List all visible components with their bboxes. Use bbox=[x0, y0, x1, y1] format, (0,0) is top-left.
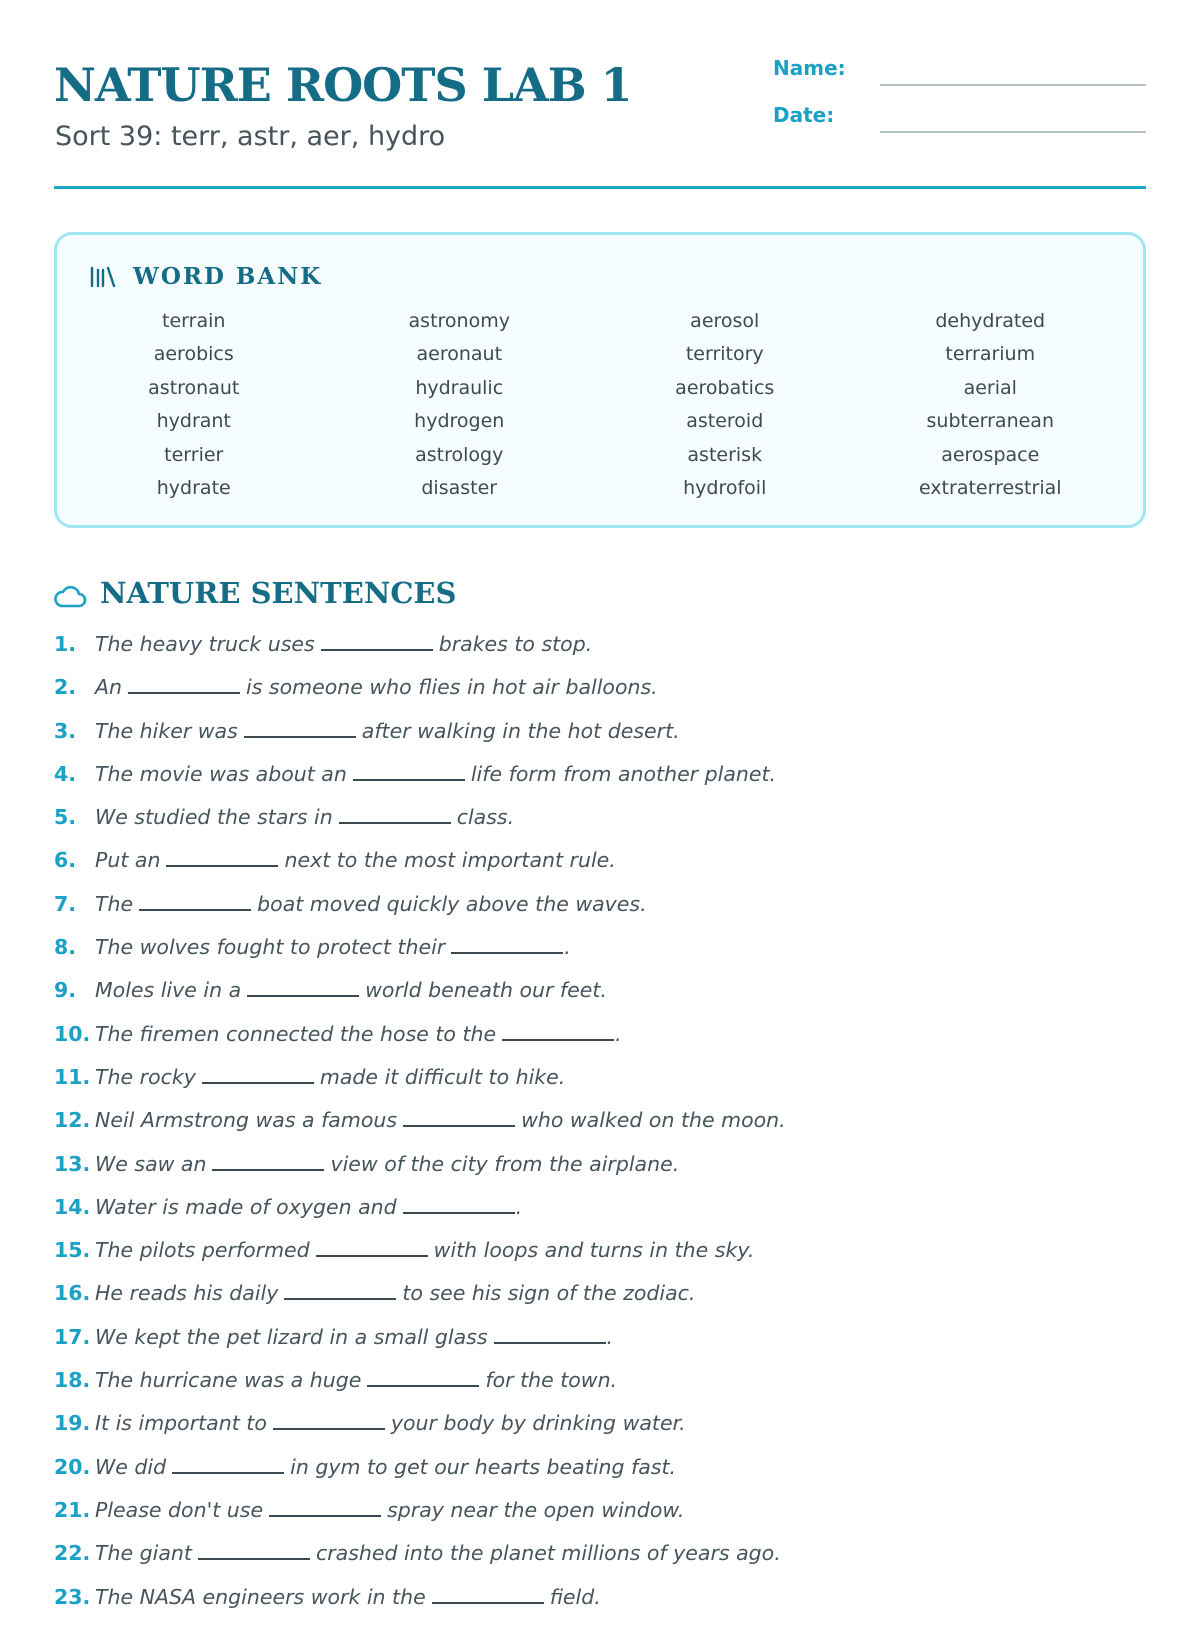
sentence-text-before: The movie was about an bbox=[95, 761, 347, 786]
sentence-text-before: The hiker was bbox=[95, 718, 238, 743]
sentence-number: 15. bbox=[54, 1238, 91, 1263]
name-label: Name: bbox=[773, 56, 846, 80]
answer-blank[interactable] bbox=[494, 1342, 606, 1344]
sentence-text-before: The firemen connected the hose to the bbox=[95, 1021, 497, 1046]
sentence-item bbox=[54, 1455, 1146, 1498]
sentence-text-before: An bbox=[95, 675, 123, 700]
sentence-text-before: The hurricane was a huge bbox=[95, 1368, 362, 1393]
sentence-text-before: Water is made of oxygen and bbox=[95, 1194, 397, 1219]
sentence-number: 8. bbox=[54, 935, 77, 960]
sentence-text-before: We studied the stars in bbox=[95, 805, 333, 830]
sentence-item bbox=[54, 978, 1146, 1021]
word-bank-word: asterisk bbox=[687, 443, 763, 466]
sentence-text-before: Put an bbox=[95, 848, 161, 873]
word-bank-word: territory bbox=[685, 343, 764, 366]
word-bank-word: hydraulic bbox=[415, 376, 504, 399]
answer-blank[interactable] bbox=[321, 649, 433, 651]
sentence-item bbox=[54, 1022, 1146, 1065]
answer-blank[interactable] bbox=[367, 1385, 479, 1387]
sentence-text-before: The pilots performed bbox=[95, 1238, 310, 1263]
answer-blank[interactable] bbox=[198, 1558, 310, 1560]
word-bank-title: WORD BANK bbox=[133, 263, 323, 290]
word-bank-word: astronaut bbox=[148, 376, 240, 399]
sentence-text-before: He reads his daily bbox=[95, 1281, 279, 1306]
word-bank-word: aerospace bbox=[941, 443, 1040, 466]
word-bank-panel bbox=[54, 232, 1146, 528]
sentence-text-after: made it difficult to hike. bbox=[319, 1064, 566, 1089]
word-bank-word: disaster bbox=[421, 476, 498, 499]
sentence-item bbox=[54, 762, 1146, 805]
answer-blank[interactable] bbox=[128, 692, 240, 694]
sentence-item bbox=[54, 892, 1146, 935]
date-field[interactable] bbox=[880, 131, 1146, 133]
sentence-item bbox=[54, 1585, 1146, 1628]
sentence-text-after: who walked on the moon. bbox=[521, 1108, 786, 1133]
sentence-text-before: We saw an bbox=[95, 1151, 207, 1176]
sentence-item bbox=[54, 1498, 1146, 1541]
sentence-number: 18. bbox=[54, 1368, 91, 1393]
sentence-number: 12. bbox=[54, 1108, 91, 1133]
answer-blank[interactable] bbox=[269, 1515, 381, 1517]
sentence-text-after: world beneath our feet. bbox=[365, 978, 607, 1003]
word-bank-word: aerobics bbox=[153, 343, 234, 366]
page-subtitle: Sort 39: terr, astr, aer, hydro bbox=[55, 121, 446, 152]
word-bank-word: aeronaut bbox=[416, 343, 503, 366]
section-title: NATURE SENTENCES bbox=[100, 576, 457, 610]
sentence-text-after: . bbox=[606, 1324, 614, 1349]
sentence-text-after: your body by drinking water. bbox=[390, 1411, 686, 1436]
word-bank-word: asteroid bbox=[686, 410, 764, 433]
answer-blank[interactable] bbox=[172, 1472, 284, 1474]
sentence-text-after: with loops and turns in the sky. bbox=[433, 1238, 755, 1263]
sentence-text-after: boat moved quickly above the waves. bbox=[257, 891, 647, 916]
word-bank-word: hydrogen bbox=[414, 410, 505, 433]
sentence-item bbox=[54, 1368, 1146, 1411]
sentence-number: 7. bbox=[54, 891, 77, 916]
answer-blank[interactable] bbox=[244, 736, 356, 738]
sentence-text-after: is someone who flies in hot air balloons. bbox=[246, 675, 658, 700]
sentence-text-after: crashed into the planet millions of years ago. bbox=[315, 1541, 781, 1566]
sentence-item bbox=[54, 675, 1146, 718]
sentence-text-before: Please don't use bbox=[95, 1497, 264, 1522]
sentence-text-after: class. bbox=[456, 805, 515, 830]
sentence-text-after: for the town. bbox=[485, 1368, 618, 1393]
sentence-number: 1. bbox=[54, 632, 77, 656]
answer-blank[interactable] bbox=[502, 1039, 614, 1041]
sentence-text-before: We did bbox=[95, 1454, 167, 1479]
sentence-text-before: We kept the pet lizard in a small glass bbox=[95, 1324, 488, 1349]
answer-blank[interactable] bbox=[432, 1602, 544, 1604]
sentence-text-before: The rocky bbox=[95, 1064, 196, 1089]
sentence-text-before: The NASA engineers work in the bbox=[95, 1584, 426, 1609]
sentence-item bbox=[54, 848, 1146, 891]
sentence-text-after: brakes to stop. bbox=[438, 632, 593, 656]
word-bank-word: hydrant bbox=[156, 410, 231, 433]
sentence-text-before: The giant bbox=[95, 1541, 192, 1566]
sentence-number: 5. bbox=[54, 805, 77, 830]
sentence-text-after: . bbox=[564, 935, 571, 960]
cloud-icon bbox=[53, 584, 87, 610]
sentence-number: 23. bbox=[54, 1584, 91, 1609]
sentence-number: 17. bbox=[54, 1324, 91, 1349]
sentence-item bbox=[54, 719, 1146, 762]
sentence-number: 13. bbox=[54, 1151, 91, 1176]
answer-blank[interactable] bbox=[284, 1298, 396, 1300]
sentence-text-before: Neil Armstrong was a famous bbox=[95, 1108, 398, 1133]
sentence-item bbox=[54, 1195, 1146, 1238]
sentence-item bbox=[54, 1108, 1146, 1151]
word-bank-word: aerobatics bbox=[675, 376, 775, 399]
word-bank-word: astronomy bbox=[408, 310, 510, 332]
sentence-number: 6. bbox=[54, 848, 77, 873]
answer-blank[interactable] bbox=[403, 1125, 515, 1127]
sentence-item bbox=[54, 1238, 1146, 1281]
sentence-number: 21. bbox=[54, 1497, 91, 1522]
answer-blank[interactable] bbox=[451, 952, 563, 954]
word-bank-word: hydrate bbox=[156, 476, 231, 499]
answer-blank[interactable] bbox=[339, 822, 451, 824]
answer-blank[interactable] bbox=[212, 1169, 324, 1171]
sentence-text-after: life form from another planet. bbox=[470, 761, 777, 786]
answer-blank[interactable] bbox=[247, 995, 359, 997]
sentence-item bbox=[54, 1325, 1146, 1368]
sentence-text-after: in gym to get our hearts beating fast. bbox=[290, 1454, 677, 1479]
sentence-number: 20. bbox=[54, 1454, 91, 1479]
sentence-item bbox=[54, 1281, 1146, 1324]
sentence-item bbox=[54, 1541, 1146, 1584]
word-bank-word: subterranean bbox=[926, 410, 1054, 433]
word-bank-word: dehydrated bbox=[935, 310, 1046, 332]
word-bank-word: aerosol bbox=[690, 310, 760, 332]
answer-blank[interactable] bbox=[202, 1082, 314, 1084]
sentence-number: 14. bbox=[54, 1194, 91, 1219]
sentence-item bbox=[54, 935, 1146, 978]
sentence-text-after: to see his sign of the zodiac. bbox=[402, 1281, 696, 1306]
sentence-number: 10. bbox=[54, 1021, 91, 1046]
sentence-text-before: The wolves fought to protect their bbox=[95, 935, 446, 960]
sentence-list bbox=[54, 632, 1146, 1628]
date-label: Date: bbox=[773, 103, 835, 127]
sentence-text-after: view of the city from the airplane. bbox=[330, 1151, 680, 1176]
word-bank-word: aerial bbox=[963, 376, 1017, 399]
sentence-item bbox=[54, 1065, 1146, 1108]
sentence-number: 11. bbox=[54, 1064, 91, 1089]
sentence-text-before: It is important to bbox=[95, 1411, 267, 1436]
header-divider bbox=[54, 186, 1146, 189]
sentence-text-after: next to the most important rule. bbox=[284, 848, 616, 873]
sentence-item bbox=[54, 1411, 1146, 1454]
sentence-text-before: The heavy truck uses bbox=[95, 632, 315, 656]
answer-blank[interactable] bbox=[139, 909, 251, 911]
word-bank-word: astrology bbox=[415, 443, 504, 466]
sentence-number: 4. bbox=[54, 761, 77, 786]
sentence-number: 19. bbox=[54, 1411, 91, 1436]
sentence-text-after: after walking in the hot desert. bbox=[361, 718, 680, 743]
sentence-item bbox=[54, 1152, 1146, 1195]
answer-blank[interactable] bbox=[273, 1428, 385, 1430]
word-bank-word: terrain bbox=[162, 310, 226, 332]
answer-blank[interactable] bbox=[166, 865, 278, 867]
name-field[interactable] bbox=[880, 84, 1146, 86]
answer-blank[interactable] bbox=[403, 1212, 515, 1214]
word-bank-word: hydrofoil bbox=[683, 476, 767, 499]
sentence-text-after: field. bbox=[549, 1584, 601, 1609]
sentence-text-after: spray near the open window. bbox=[387, 1497, 685, 1522]
page-title: NATURE ROOTS LAB 1 bbox=[54, 58, 632, 112]
sentence-text-after: . bbox=[515, 1194, 523, 1219]
sentence-number: 22. bbox=[54, 1541, 91, 1566]
word-bank-grid bbox=[61, 305, 1123, 505]
word-bank-word: terrarium bbox=[945, 343, 1036, 366]
sentence-number: 2. bbox=[54, 675, 77, 700]
books-icon bbox=[89, 265, 117, 289]
word-bank-word: terrier bbox=[164, 443, 224, 466]
sentence-text-before: Moles live in a bbox=[95, 978, 242, 1003]
sentence-number: 9. bbox=[54, 978, 77, 1003]
sentence-number: 16. bbox=[54, 1281, 91, 1306]
sentence-item bbox=[54, 805, 1146, 848]
sentence-item bbox=[54, 632, 1146, 675]
sentence-text-after: . bbox=[615, 1021, 622, 1046]
word-bank-word: extraterrestrial bbox=[918, 476, 1062, 499]
answer-blank[interactable] bbox=[353, 779, 465, 781]
sentence-number: 3. bbox=[54, 718, 77, 743]
sentence-text-before: The bbox=[95, 891, 134, 916]
answer-blank[interactable] bbox=[316, 1255, 428, 1257]
